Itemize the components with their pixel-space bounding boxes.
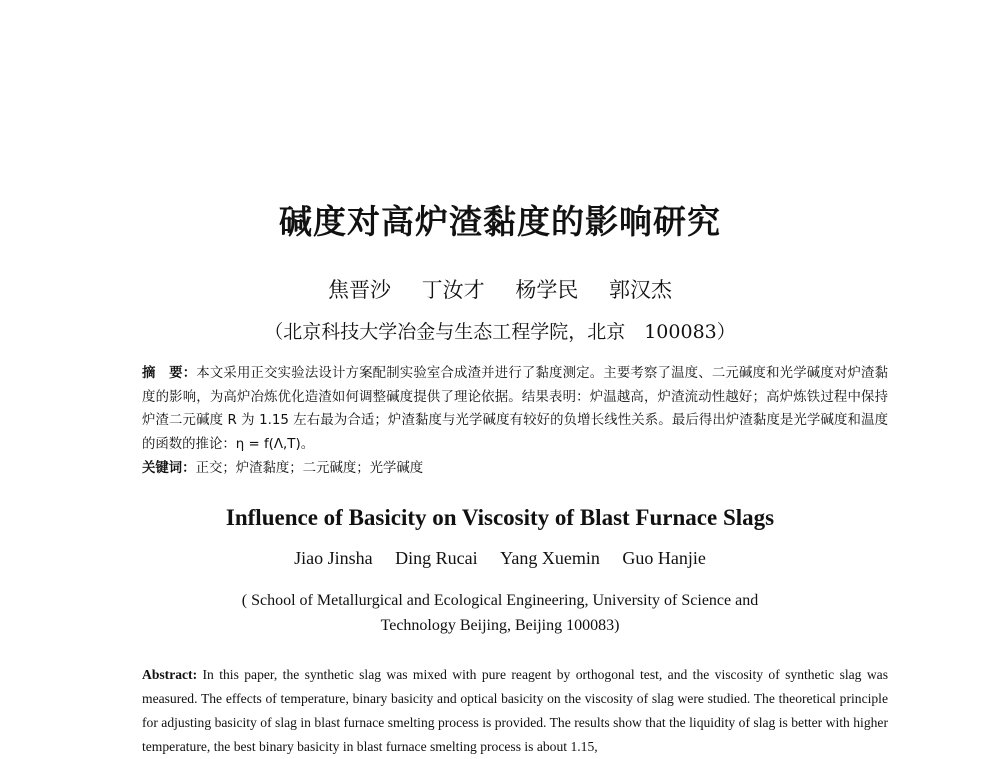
chinese-author: 焦晋沙 — [327, 278, 391, 302]
chinese-abstract-label: 摘 要： — [142, 366, 197, 381]
english-abstract-text: In this paper, the synthetic slag was mixed with pure reagent by orthogonal test, and the viscosity of synthetic slag was measured. The effects of temperature, binary basicity and optical basicity on the viscosity of slag were studied. The theoretical principle for adjusting basicity of slag in blast furnace smelting process is provided. The results show that the liquidity of slag is better with higher temperature, the best binary basicity in blast furnace smelting process is about 1.15, — [142, 667, 888, 754]
english-title: Influence of Basicity on Viscosity of Blast Furnace Slags — [225, 505, 775, 530]
english-author: Ding Rucai — [395, 548, 478, 568]
chinese-affiliation: （北京科技大学冶金与生态工程学院，北京 100083） — [264, 321, 736, 343]
chinese-keywords-text: 正交；炉渣黏度；二元碱度；光学碱度 — [195, 461, 424, 476]
english-author-list — [0, 548, 1000, 569]
english-author: Yang Xuemin — [500, 548, 600, 568]
chinese-title: 碱度对高炉渣黏度的影响研究 — [279, 202, 721, 241]
chinese-author: 郭汉杰 — [609, 278, 673, 302]
chinese-abstract-text: 本文采用正交实验法设计方案配制实验室合成渣并进行了黏度测定。主要考察了温度、二元碱度和光学碱度对炉渣黏度的影响，为高炉冶炼优化造渣如何调整碱度提供了理论依据。结果表明：炉温越高，炉渣流动性越好；高炉炼铁过程中保持炉渣二元碱度 R 为 1.15 左右最为合适；炉渣黏度与光学碱度有较好的负增长线性关系。最后得出炉渣黏度是光学碱度和温度的函数的推论：η = f(Λ,T)。 — [142, 366, 889, 452]
chinese-keywords — [142, 458, 888, 480]
english-affiliation — [0, 588, 1000, 638]
english-abstract-label: Abstract: — [142, 667, 198, 682]
english-affiliation-line: ( School of Metallurgical and Ecological Engineering, University of Science and — [241, 592, 759, 609]
chinese-abstract — [142, 362, 888, 456]
english-affiliation-line: Technology Beijing, Beijing 100083) — [380, 617, 620, 634]
chinese-keywords-label: 关键词： — [142, 461, 196, 476]
english-abstract — [142, 663, 888, 759]
english-author: Jiao Jinsha — [294, 548, 373, 568]
chinese-author: 丁汝才 — [421, 278, 485, 302]
chinese-author: 杨学民 — [515, 278, 579, 302]
chinese-author-list — [0, 274, 1000, 304]
english-author: Guo Hanjie — [622, 548, 706, 568]
